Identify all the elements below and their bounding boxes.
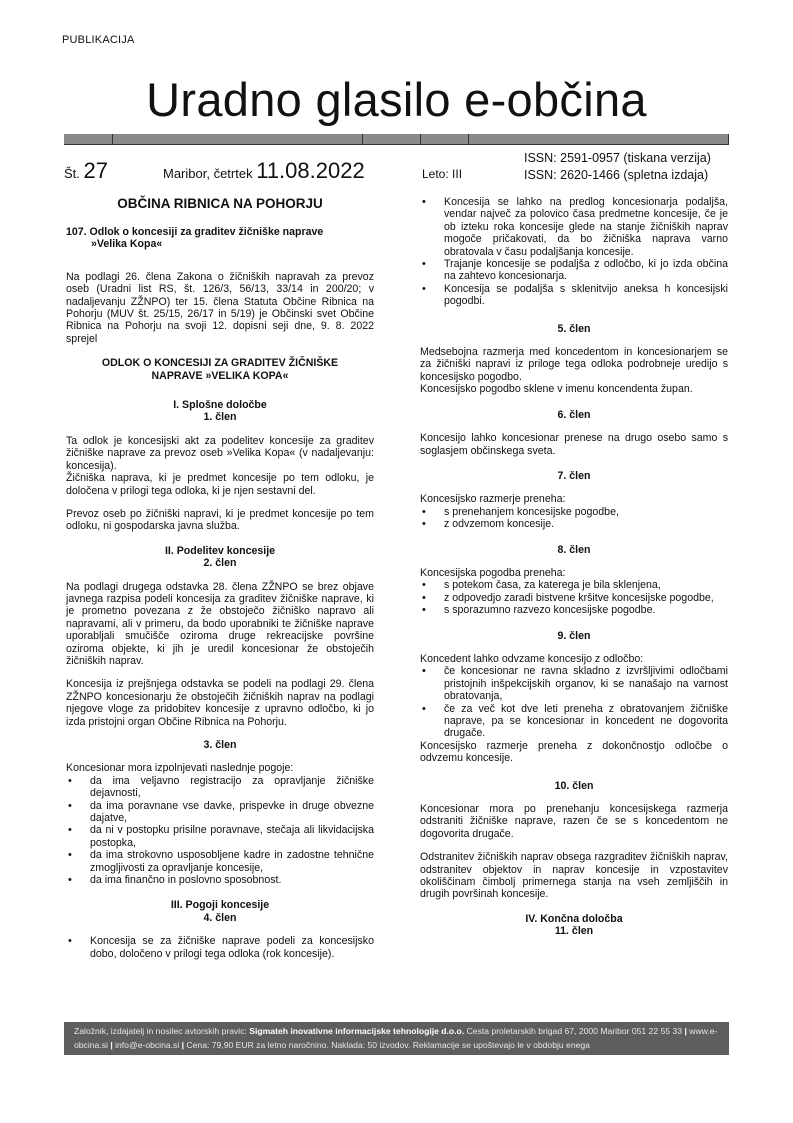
list-item: • da ima poravnane vse davke, prispevke in druge obvezne dajatve, <box>66 800 374 825</box>
list-item: • Koncesija se lahko na predlog koncesionarja podaljša, vendar največ za polovico časa predmetne koncesije, če je ob izteku roka koncesije glede na stanje žičniških naprav mogoče pričakovati, da bo žičniška naprava varno obratovala v času podaljšanja koncesije. <box>420 196 728 258</box>
article-4-heading: 4. člen <box>203 911 237 924</box>
article-11-heading: 11. člen <box>554 925 594 938</box>
article-8-intro: Koncesijska pogodba preneha: <box>420 566 566 579</box>
article-7-intro: Koncesijsko razmerje preneha: <box>420 493 566 506</box>
list-item: • s prenehanjem koncesijske pogodbe, <box>420 506 728 518</box>
issn-block <box>524 150 711 184</box>
publisher-footer: Založnik, izdajatelj in nosilec avtorskih pravic: Sigmateh inovativne informacijske tehnologije d.o.o. Cesta proletarskih brigad 67, 2000 Maribor 051 22 55 33 | www.e-obcina.si | info@e-obcina.si | Cena: 79,90 EUR za letno naročnino. Naklada: 50 izvodov. Reklamacije se upoštevajo le v obdobju enega <box>64 1022 729 1055</box>
footer-email-link[interactable]: info@e-obcina.si <box>115 1040 180 1050</box>
list-item: • da ima finančno in poslovno sposobnost. <box>66 874 374 886</box>
issue-number <box>64 158 108 184</box>
article-1-para-1: Ta odlok je koncesijski akt za podelitev koncesije za graditev žičniške naprave za prevoz oseb »Velika Kopa« (v nadaljevanju: koncesija). <box>66 434 374 472</box>
issue-date <box>163 158 365 184</box>
preamble: Na podlagi 26. člena Zakona o žičniških napravah za prevoz oseb (Uradni list RS, št. 126/3, 56/13, 33/14 in 200/20; v nadaljevanju ZŽNPO) ter 15. člena Statuta Občine Ribnica na Pohorju (MUV št. 25/15, 26/17 in 5/19) je Občinski svet Občine Ribnica na Pohorju na svoji 12. dopisni seji dne, 9. 8. 2022 sprejel <box>66 270 374 345</box>
chapter-2-heading: II. Podelitev koncesije <box>164 544 276 557</box>
article-5-para-1: Medsebojna razmerja med koncedentom in koncesionarjem se za žičniški napravi iz priloge tega odloka podrobneje uredijo s koncesijsko pogodbo. <box>420 346 728 383</box>
year-label: Leto: III <box>422 167 463 181</box>
left-column <box>66 196 374 960</box>
issn-online: ISSN: 2620-1466 (spletna izdaja) <box>524 168 709 182</box>
list-item: • z odvzemom koncesije. <box>420 518 728 530</box>
list-item: • če za več kot dve leti preneha z obratovanjem žičniške naprave, pa se koncesionar in koncedent ne dogovorita drugače. <box>420 703 728 740</box>
article-1-para-2: Žičniška naprava, ki je predmet koncesije po tem odloku, je določena v prilogi tega odloka, ki je njen sestavni del. <box>66 472 374 497</box>
document-title: 107. Odlok o koncesiji za graditev žičniške naprave <box>66 226 324 238</box>
masthead-title: Uradno glasilo e-občina <box>146 73 647 126</box>
chapter-4-heading: IV. Končna določba <box>525 912 623 925</box>
ordinance-heading-2: NAPRAVE »VELIKA KOPA« <box>151 369 289 382</box>
footer-address: Cesta proletarskih brigad 67, 2000 Maribor 051 22 55 33 <box>466 1026 683 1036</box>
article-8-list <box>420 579 728 616</box>
article-8-heading: 8. člen <box>557 543 591 556</box>
article-7-list <box>420 506 728 531</box>
masthead-rule-ticks <box>64 134 729 144</box>
article-4-list <box>66 935 374 960</box>
list-item: • da ni v postopku prisilne poravnave, stečaja ali likvidacijska postopka, <box>66 824 374 849</box>
article-1-heading: 1. člen <box>203 411 237 424</box>
article-9-heading: 9. člen <box>557 629 591 642</box>
list-item: • z odpovedjo zaradi bistvene kršitve koncesijske pogodbe, <box>420 592 728 604</box>
footer-terms: Cena: 79,90 EUR za letno naročnino. Naklada: 50 izvodov. Reklamacije se upoštevajo le v obdobju enega <box>186 1040 590 1050</box>
article-3-intro: Koncesionar mora izpolnjevati naslednje pogoje: <box>66 762 294 775</box>
ordinance-heading: ODLOK O KONCESIJI ZA GRADITEV ŽIČNIŠKE <box>101 357 339 370</box>
article-10-heading: 10. člen <box>554 779 594 792</box>
article-9-intro: Koncedent lahko odvzame koncesijo z odločbo: <box>420 652 644 665</box>
article-6-para-1: Koncesijo lahko koncesionar prenese na drugo osebo samo s soglasjem občinskega sveta. <box>420 432 728 457</box>
article-2-para-2: Koncesija iz prejšnjega odstavka se podeli na podlagi 29. člena ZŽNPO koncesionarju že obstoječih žičniških naprav na podlagi njegove vloge za pridobitev koncesije z upravno odločbo, ki jo izda pristojni organ Občine Ribnica na Pohorju. <box>66 678 374 728</box>
chapter-1-heading: I. Splošne določbe <box>173 399 267 412</box>
footer-lead: Založnik, izdajatelj in nosilec avtorskih pravic: <box>74 1026 247 1036</box>
list-item: • da ima strokovno usposobljene kadre in zadostne tehnične zmogljivosti za opravljanje koncesije, <box>66 849 374 874</box>
issn-print: ISSN: 2591-0957 (tiskana verzija) <box>524 151 711 165</box>
date-prefix: Maribor, četrtek <box>163 166 253 181</box>
footer-website-link[interactable]: www.e-obcina.si <box>74 1026 718 1050</box>
article-9-list <box>420 665 728 739</box>
article-2-para-1: Na podlagi drugega odstavka 28. člena ZŽNPO se brez objave javnega razpisa podeli koncesija za graditev žičniške naprave, ki je prometno povezana z že obstoječo žičniško napravo ali napravami, ali v primeru, da bodo uporabniki te žičniške naprave uporabljali smučišče oziroma druge rekreacijske površine oziroma objekte, ki jih je uredil koncesionar že obstoječih žičniških naprav. <box>66 580 374 667</box>
article-3-heading: 3. člen <box>203 739 237 751</box>
article-4-list-continued <box>420 196 728 308</box>
article-10-para-2: Odstranitev žičniških naprav obsega razgraditev žičniških naprav, odstranitev objektov in naprav koncesije in vzpostavitev okoliščinam čimbolj primernega stanja na vseh zemljiščih in drugih površinah koncesije. <box>420 851 728 901</box>
document-title-name: »Velika Kopa« <box>91 238 163 251</box>
publication-label: PUBLIKACIJA <box>62 34 135 46</box>
list-item: • Koncesija se podaljša s sklenitvijo aneksa h koncesijski pogodbi. <box>420 283 728 308</box>
article-3-conditions-list <box>66 775 374 887</box>
article-10-para-1: Koncesionar mora po prenehanju koncesijskega razmerja odstraniti žičniške naprave, razen če se s koncedentom ne dogovorita drugače. <box>420 803 728 840</box>
article-2-heading: 2. člen <box>203 557 237 570</box>
article-9-para-2: Koncesijsko razmerje preneha z dokončnostjo odločbe o odvzemu koncesije. <box>420 739 728 765</box>
article-6-heading: 6. člen <box>557 408 591 421</box>
list-item: • s potekom časa, za katerega je bila sklenjena, <box>420 579 728 591</box>
list-item: • da ima veljavno registracijo za opravljanje žičniške dejavnosti, <box>66 775 374 800</box>
list-item: • Trajanje koncesije se podaljša z odločbo, ki jo izda občina na zahtevo koncesionarja. <box>420 258 728 283</box>
list-item: • s sporazumno razvezo koncesijske pogodbe. <box>420 604 728 616</box>
article-1-para-3: Prevoz oseb po žičniški napravi, ki je predmet koncesije po tem odloku, ni gospodarska javna služba. <box>66 507 374 533</box>
issue-prefix: Št. <box>64 166 80 181</box>
right-column <box>420 196 728 938</box>
article-5-para-2: Koncesijsko pogodbo sklene v imenu koncendenta župan. <box>420 383 693 396</box>
article-7-heading: 7. člen <box>557 469 591 482</box>
chapter-3-heading: III. Pogoji koncesije <box>170 899 270 912</box>
date-value: 11.08.2022 <box>256 158 365 183</box>
list-item: • Koncesija se za žičniške naprave podeli za koncesijsko dobo, določeno v prilogi tega odloka (rok koncesije). <box>66 935 374 960</box>
issue-value: 27 <box>83 158 109 183</box>
article-5-heading: 5. člen <box>557 322 591 335</box>
footer-company: Sigmateh inovativne informacijske tehnologije d.o.o. <box>249 1026 465 1036</box>
list-item: • če koncesionar ne ravna skladno z izvršljivimi odločbami pristojnih inšpekcijskih organov, ki se nanašajo na varnost obratovanja, <box>420 665 728 702</box>
municipality-heading: OBČINA RIBNICA NA POHORJU <box>117 196 323 211</box>
